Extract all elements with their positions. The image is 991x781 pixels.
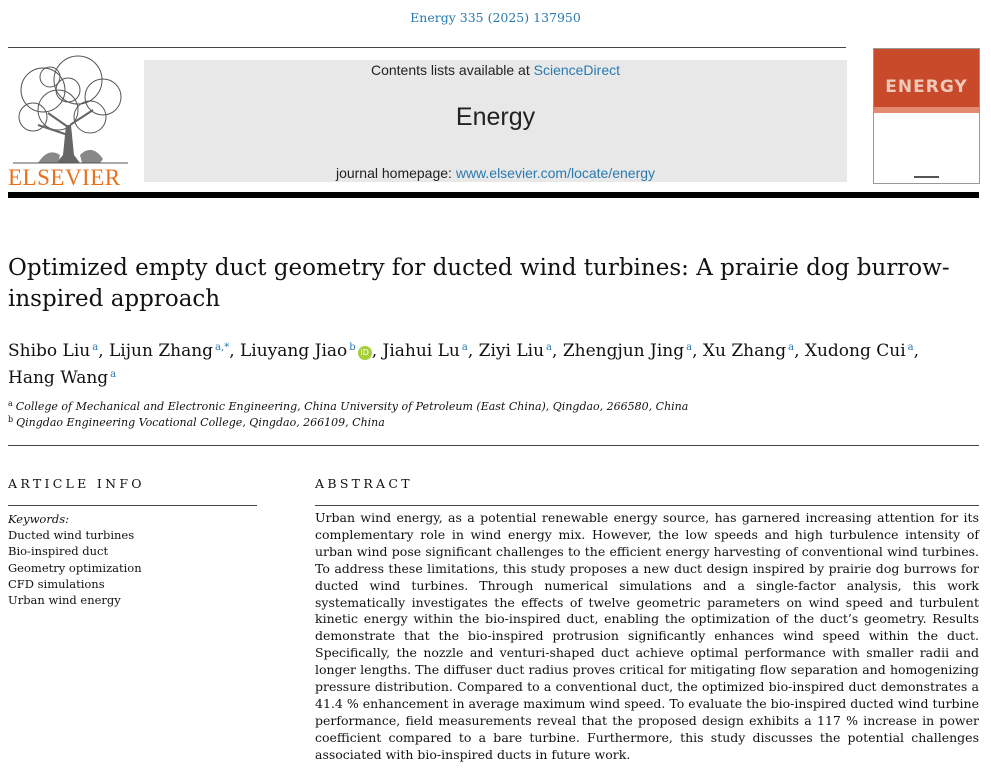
orcid-icon[interactable]: iD [358, 346, 372, 360]
affiliation-a-label: a [8, 399, 13, 408]
author-separator: , [371, 341, 378, 361]
author-separator: , [467, 341, 474, 361]
author-affiliation-marker[interactable]: a,* [215, 342, 230, 353]
article-title: Optimized empty duct geometry for ducted wind turbines: A prairie dog burrow-inspired approach [8, 255, 950, 312]
cover-publisher-mark [914, 176, 939, 178]
author-name[interactable]: Zhengjun Jing [562, 341, 685, 361]
author-name[interactable]: Hang Wang [8, 368, 109, 388]
author-separator: , [794, 341, 800, 361]
abstract-heading: ABSTRACT [315, 476, 413, 491]
author-entry [805, 341, 919, 361]
article-info-rule [8, 505, 257, 506]
keywords-block [8, 511, 257, 608]
author-separator: , [98, 341, 104, 361]
journal-homepage-link[interactable]: www.elsevier.com/locate/energy [455, 165, 656, 181]
sciencedirect-link[interactable]: ScienceDirect [533, 62, 620, 78]
journal-cover-thumbnail[interactable] [873, 48, 980, 184]
keyword-item: Geometry optimization [8, 560, 142, 575]
author-entry [240, 341, 377, 361]
author-affiliation-marker[interactable]: a [461, 342, 468, 353]
author-name[interactable]: Xudong Cui [804, 341, 906, 361]
header-top-rule [8, 47, 846, 48]
author-entry [8, 341, 104, 361]
journal-homepage-line [144, 165, 847, 181]
author-entry [563, 341, 698, 361]
author-affiliation-marker[interactable]: b [349, 342, 356, 353]
author-entry [8, 368, 116, 388]
author-name[interactable]: Shibo Liu [8, 341, 91, 361]
author-name[interactable]: Liuyang Jiao [240, 341, 348, 361]
author-affiliation-marker[interactable]: a [110, 369, 117, 380]
keyword-item: CFD simulations [8, 576, 105, 591]
author-separator: , [552, 341, 558, 361]
abstract-rule [315, 505, 979, 506]
author-name[interactable]: Xu Zhang [702, 341, 787, 361]
article-info-heading: ARTICLE INFO [8, 476, 145, 491]
author-affiliation-marker[interactable]: a [92, 342, 99, 353]
keywords-label: Keywords: [8, 512, 69, 526]
author-name[interactable]: Lijun Zhang [109, 341, 214, 361]
author-affiliation-marker[interactable]: a [907, 342, 914, 353]
author-entry [703, 341, 800, 361]
keyword-item: Bio-inspired duct [8, 544, 109, 559]
affiliation-b [8, 415, 385, 429]
contents-prefix: Contents lists available at [370, 62, 534, 78]
author-entry [479, 341, 558, 361]
affiliation-a-text: College of Mechanical and Electronic Engineering, China University of Petroleum (East China), Qingdao, 266580, China [15, 400, 689, 413]
author-list [8, 336, 968, 390]
journal-name: Energy [455, 103, 536, 131]
header-thick-rule [8, 192, 979, 198]
contents-availability-line [144, 62, 847, 78]
affiliation-b-label: b [8, 415, 14, 424]
author-name[interactable]: Jiahui Lu [382, 341, 460, 361]
section-divider [8, 445, 979, 446]
author-affiliation-marker[interactable]: a [686, 342, 693, 353]
abstract-text: Urban wind energy, as a potential renewable energy source, has garnered increasing attention for its complementary role in wind energy mix. However, the low speeds and high turbulence intensity of urban wind pose significant challenges to the efficient energy harvesting of conventional wind turbines. To address these limitations, this study proposes a new duct design inspired by prairie dog burrows for ducted wind turbines. Through numerical simulations and a single-factor analysis, this work systematically investigates the effects of twelve geometric parameters on wind speed and turbulent kinetic energy within the bio-inspired duct, enabling the optimization of the duct’s geometry. Results demonstrate that the bio-inspired protrusion significantly enhances wind speed within the duct. Specifically, the nozzle and venturi-shaped duct achieve optimal performance with smaller radii and longer lengths. The diffuser duct radius proves critical for mitigating flow separation and homogenizing pressure distribution. Compared to a conventional duct, the optimized bio-inspired duct demonstrates a 41.4 % enhancement in average maximum wind speed. To evaluate the bio-inspired ducted wind turbine performance, field measurements reveal that the proposed design exhibits a 117 % increase in power coefficient compared to a bare turbine. Furthermore, this study discusses the potential challenges associated with bio-inspired ducts in future work. [315, 510, 979, 762]
homepage-prefix: journal homepage: [335, 165, 456, 181]
author-affiliation-marker[interactable]: a [788, 342, 795, 353]
author-separator: , [229, 341, 235, 361]
author-entry [109, 341, 235, 361]
author-entry [383, 341, 474, 361]
cover-title: ENERGY [885, 77, 968, 97]
keyword-item: Urban wind energy [8, 593, 121, 608]
publisher-wordmark: ELSEVIER [8, 165, 121, 190]
cover-strip [874, 107, 979, 113]
affiliation-a [8, 399, 688, 413]
author-separator: , [913, 341, 920, 361]
author-name[interactable]: Ziyi Liu [478, 341, 545, 361]
affiliation-b-text: Qingdao Engineering Vocational College, Qingdao, 266109, China [16, 416, 385, 429]
keyword-item: Ducted wind turbines [8, 528, 135, 543]
journal-reference-link[interactable]: Energy 335 (2025) 137950 [410, 10, 581, 25]
author-affiliation-marker[interactable]: a [546, 342, 552, 353]
author-separator: , [692, 341, 698, 361]
